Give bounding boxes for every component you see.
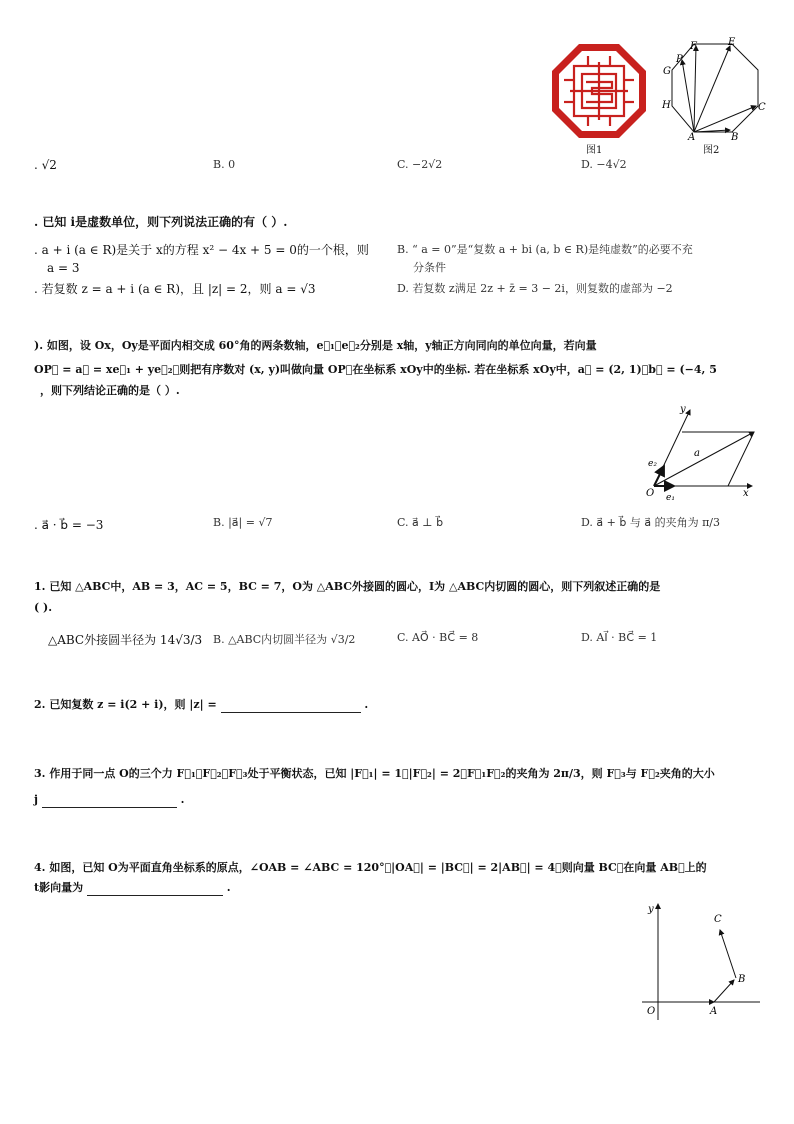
q10-option-a: . a⃗ · b⃗ = −3 <box>34 518 104 532</box>
coordinate-plane-diagram <box>640 898 764 1022</box>
q14-figure-coordinate-plane <box>640 898 764 1022</box>
q9-option-b-line2: 分条件 <box>413 261 446 274</box>
q14-label-c: C <box>714 914 722 925</box>
oblique-axes-diagram <box>640 400 764 504</box>
q9-option-a-line2: a = 3 <box>47 261 80 275</box>
q13-stem-line1: 3. 作用于同一点 O的三个力 F⃗₁，F⃗₂，F⃗₃处于平衡状态，已知 |F⃗₁| = 1，|F⃗₂| = 2，F⃗₁F⃗₂的夹角为 2π/3，则 F⃗₃与 F⃗₂夹角的大小 <box>34 767 715 780</box>
q10-option-b: B. |a⃗| = √7 <box>213 516 273 529</box>
q10-stem-line3: ，则下列结论正确的是（ ）. <box>40 384 180 397</box>
q11-option-a: △ABC外接圆半径为 14√3/3 <box>48 633 203 647</box>
q14-period: . <box>226 881 231 894</box>
q8-option-a: . √2 <box>34 158 57 172</box>
fig2-label-p: P <box>676 54 683 65</box>
q10-label-e2: e₂ <box>648 459 657 469</box>
q8-option-d: D. −4√2 <box>581 158 627 171</box>
q12-period: . <box>364 698 369 711</box>
q10-option-c: C. a⃗ ⊥ b⃗ <box>397 516 444 529</box>
fig2-label-g: G <box>663 66 671 77</box>
fig2-label-f: F <box>690 41 697 52</box>
q11-option-b: B. △ABC内切圆半径为 √3/2 <box>213 633 356 646</box>
q13-line2-prefix: j <box>34 793 38 806</box>
q13-answer-blank[interactable] <box>42 807 177 808</box>
q10-label-x: x <box>743 488 749 499</box>
q14-line2-text: t影向量为 <box>34 881 84 894</box>
q12-stem <box>34 697 368 713</box>
q10-figure-oblique-axes <box>640 400 764 504</box>
q14-answer-blank[interactable] <box>87 895 223 896</box>
fig2-label-c: C <box>758 102 766 113</box>
q12-answer-blank[interactable] <box>221 712 361 713</box>
fig2-label-a: A <box>688 132 696 143</box>
q11-option-d: D. AI⃗ · BC⃗ = 1 <box>581 631 658 644</box>
q14-stem-line2 <box>34 880 231 896</box>
seal-icon <box>550 42 648 140</box>
q9-option-b-line1: B. “ a = 0”是“复数 a + bi (a, b ∈ R)是纯虚数”的必要不充 <box>397 243 693 256</box>
q10-stem-line2: OP⃗ = a⃗ = xe⃗₁ + ye⃗₂，则把有序数对 (x, y)叫做向量 OP⃗在坐标系 xOy中的坐标. 若在坐标系 xOy中，a⃗ = (2, 1)，b⃗ = (−4, 5 <box>34 363 717 376</box>
q10-label-e1: e₁ <box>666 493 675 503</box>
q8-option-c: C. −2√2 <box>397 158 443 171</box>
q8-option-b: B. 0 <box>213 158 236 171</box>
q14-label-y: y <box>648 904 654 915</box>
q9-option-d: D. 若复数 z满足 2z + z̄ = 3 − 2i，则复数的虚部为 −2 <box>397 282 673 295</box>
figure-1-caption: 图1 <box>586 145 603 156</box>
q9-option-a-line1: . a + i (a ∈ R)是关于 x的方程 x² − 4x + 5 = 0的一个根，则 <box>34 243 369 257</box>
q9-option-c: . 若复数 z = a + i (a ∈ R)，且 |z| = 2，则 a = √3 <box>34 282 316 296</box>
q11-stem-line2: ( ). <box>34 601 53 614</box>
q13-period: . <box>180 793 185 806</box>
q14-label-o: O <box>647 1006 656 1017</box>
q14-stem-line1: 4. 如图，已知 O为平面直角坐标系的原点，∠OAB = ∠ABC = 120°，|OA⃗| = |BC⃗| = 2|AB⃗| = 4，则向量 BC⃗在向量 AB⃗上的 <box>34 861 707 874</box>
octagon-vector-diagram <box>658 36 766 143</box>
q14-label-b: B <box>738 974 746 985</box>
fig2-label-e: E <box>728 37 736 48</box>
q12-text: 2. 已知复数 z = i(2 + i)，则 |z| = <box>34 698 217 711</box>
fig2-label-h: H <box>662 100 671 111</box>
figure-2-octagon-vectors <box>658 36 766 143</box>
q9-stem: . 已知 i是虚数单位，则下列说法正确的有（ ）. <box>34 215 288 229</box>
figure-1-octagon-seal <box>550 42 648 140</box>
q10-label-y: y <box>680 404 686 415</box>
q10-label-o: O <box>646 488 655 499</box>
q10-stem-line1: ). 如图，设 Ox，Oy是平面内相交成 60°角的两条数轴，e⃗₁，e⃗₂分别是 x轴，y轴正方向同向的单位向量，若向量 <box>34 339 597 352</box>
figure-2-caption: 图2 <box>703 145 720 156</box>
q11-option-c: C. AO⃗ · BC⃗ = 8 <box>397 631 479 644</box>
q13-stem-line2 <box>34 792 185 808</box>
q10-option-d: D. a⃗ + b⃗ 与 a⃗ 的夹角为 π/3 <box>581 516 721 529</box>
q10-label-a: a <box>694 448 700 459</box>
q11-stem-line1: 1. 已知 △ABC中，AB = 3，AC = 5，BC = 7，O为 △ABC外接圆的圆心，I为 △ABC内切圆的圆心，则下列叙述正确的是 <box>34 580 661 593</box>
fig2-label-b: B <box>731 132 739 143</box>
q14-label-a: A <box>710 1006 718 1017</box>
